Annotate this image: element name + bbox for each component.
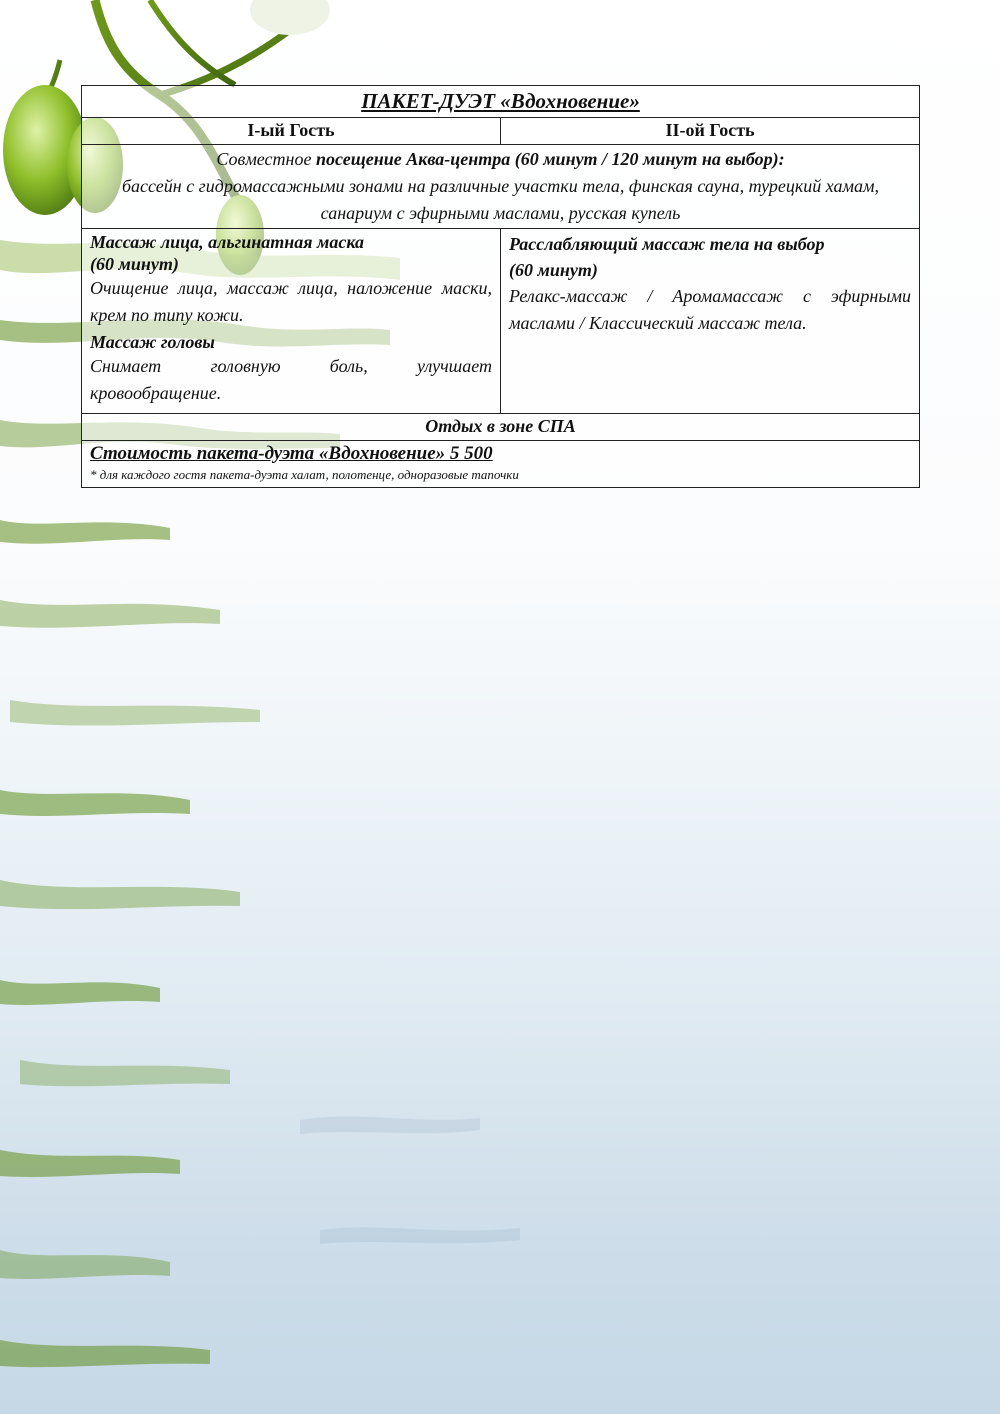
guest1-service1-duration: (60 минут) — [90, 254, 179, 274]
guest1-header: I-ый Гость — [82, 118, 501, 145]
guest2-services — [501, 229, 920, 414]
package-title: ПАКЕТ-ДУЭТ «Вдохновение» — [82, 86, 920, 118]
package-price: Стоимость пакета-дуэта «Вдохновение» 5 500 — [82, 441, 920, 468]
common-services — [82, 145, 920, 229]
guest2-service-desc: Релакс-массаж / Аромамассаж с эфирными маслами / Классический массаж тела. — [509, 286, 912, 333]
rest-zone: Отдых в зоне СПА — [82, 414, 920, 441]
package-note: * для каждого гостя пакета-дуэта халат, полотенце, одноразовые тапочки — [82, 467, 920, 488]
guest2-service-duration: (60 минут) — [509, 260, 598, 280]
guest2-header: II-ой Гость — [501, 118, 920, 145]
common-prefix: Совместное — [216, 149, 316, 169]
guest1-services — [82, 229, 501, 414]
guest1-service2-desc: Снимает головную боль, улучшает кровообращение. — [90, 356, 492, 403]
guest2-service-title: Расслабляющий массаж тела на выбор — [509, 234, 825, 254]
common-bold: посещение Аква-центра (60 минут / 120 минут на выбор): — [315, 149, 785, 169]
guest1-service2-title: Массаж головы — [90, 332, 215, 352]
common-rest: бассейн с гидромассажными зонами на различные участки тела, финская сауна, турецкий хамам, санариум с эфирными маслами, русская купель — [121, 176, 880, 223]
guest1-service1-desc: Очищение лица, массаж лица, наложение маски, крем по типу кожи. — [90, 278, 492, 325]
package-table — [81, 85, 920, 488]
guest1-service1-title: Массаж лица, альгинатная маска — [90, 232, 365, 252]
